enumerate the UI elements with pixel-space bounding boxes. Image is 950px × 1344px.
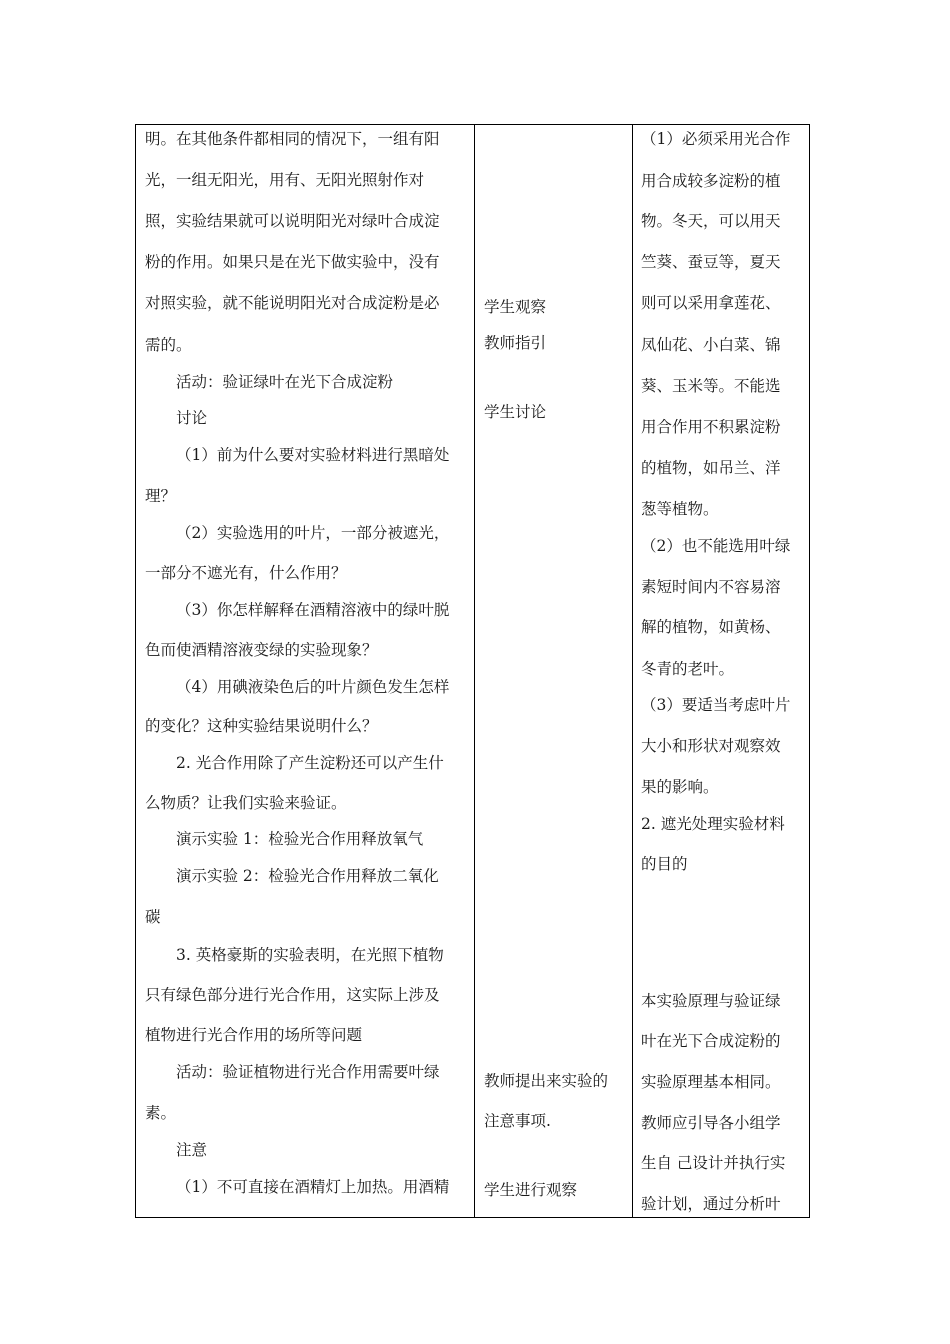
text-line: 对照实验，就不能说明阳光对合成淀粉是必 xyxy=(145,294,440,312)
text-line: 本实验原理与验证绿 xyxy=(641,992,781,1010)
text-line: 注意 xyxy=(176,1141,208,1159)
text-line: 的植物，如吊兰、洋 xyxy=(641,459,781,477)
text-line: 活动：验证植物进行光合作用需要叶绿 xyxy=(176,1063,440,1081)
text-line: 植物进行光合作用的场所等问题 xyxy=(145,1026,363,1044)
text-line: 素。 xyxy=(145,1104,177,1122)
text-line: 需的。 xyxy=(145,336,192,354)
text-line: 2. 遮光处理实验材料 xyxy=(641,815,785,833)
text-line: 演示实验 2：检验光合作用释放二氧化 xyxy=(176,867,439,885)
text-line: 竺葵、蚕豆等，夏天 xyxy=(641,253,781,271)
text-line: 解的植物，如黄杨、 xyxy=(641,618,781,636)
text-line: 冬青的老叶。 xyxy=(641,660,735,678)
text-line: （3）要适当考虑叶片 xyxy=(641,696,791,714)
text-line: （2）也不能选用叶绿 xyxy=(641,537,791,555)
text-line: 演示实验 1：检验光合作用释放氧气 xyxy=(176,830,424,848)
text-line: （1）不可直接在酒精灯上加热。用酒精 xyxy=(176,1178,450,1196)
text-line: 凤仙花、小白菜、锦 xyxy=(641,336,781,354)
text-line: 碳 xyxy=(145,908,161,926)
text-line: 葱等植物。 xyxy=(641,500,719,518)
text-line: 大小和形状对观察效 xyxy=(641,737,781,755)
text-line: 生自 己设计并执行实 xyxy=(641,1154,786,1172)
text-line: 物。冬天，可以用天 xyxy=(641,212,781,230)
text-line: 照，实验结果就可以说明阳光对绿叶合成淀 xyxy=(145,212,440,230)
text-line: 素短时间内不容易溶 xyxy=(641,578,781,596)
text-line: 验计划，通过分析叶 xyxy=(641,1195,781,1213)
text-line: （1）必须采用光合作 xyxy=(641,130,791,148)
text-line: 活动：验证绿叶在光下合成淀粉 xyxy=(176,373,394,391)
text-line: 注意事项. xyxy=(484,1112,551,1130)
text-line: 2. 光合作用除了产生淀粉还可以产生什 xyxy=(176,754,444,772)
text-line: 用合成较多淀粉的植 xyxy=(641,172,781,190)
text-line: 光，一组无阳光，用有、无阳光照射作对 xyxy=(145,171,425,189)
text-line: 讨论 xyxy=(176,409,208,427)
text-line: 粉的作用。如果只是在光下做实验中，没有 xyxy=(145,253,440,271)
text-line: 明。在其他条件都相同的情况下，一组有阳 xyxy=(145,130,440,148)
text-line: 教师应引导各小组学 xyxy=(641,1114,781,1132)
text-line: 用合作用不积累淀粉 xyxy=(641,418,781,436)
text-line: 理？ xyxy=(145,487,177,505)
text-line: 果的影响。 xyxy=(641,778,719,796)
text-line: （3）你怎样解释在酒精溶液中的绿叶脱 xyxy=(176,601,450,619)
text-line: （1）前为什么要对实验材料进行黑暗处 xyxy=(176,446,450,464)
text-line: 只有绿色部分进行光合作用，这实际上涉及 xyxy=(145,986,440,1004)
text-line: 的目的 xyxy=(641,855,688,873)
text-line: 学生讨论 xyxy=(484,403,547,421)
text-line: 学生观察 xyxy=(484,298,547,316)
text-line: 色而使酒精溶液变绿的实验现象？ xyxy=(145,641,378,659)
text-line: 教师指引 xyxy=(484,334,547,352)
lesson-table xyxy=(135,124,810,1218)
text-line: 教师提出来实验的 xyxy=(484,1072,609,1090)
text-line: 么物质？让我们实验来验证。 xyxy=(145,794,347,812)
text-line: 实验原理基本相同。 xyxy=(641,1073,781,1091)
text-line: 一部分不遮光有，什么作用？ xyxy=(145,564,347,582)
text-line: 3. 英格豪斯的实验表明，在光照下植物 xyxy=(176,946,444,964)
text-line: 学生进行观察 xyxy=(484,1181,578,1199)
text-line: （2）实验选用的叶片，一部分被遮光， xyxy=(176,524,450,542)
activity-column xyxy=(475,125,632,1217)
text-line: 葵、玉米等。不能选 xyxy=(641,377,781,395)
text-line: （4）用碘液染色后的叶片颜色发生怎样 xyxy=(176,678,450,696)
notes-column xyxy=(633,125,809,1217)
text-line: 叶在光下合成淀粉的 xyxy=(641,1032,781,1050)
text-line: 则可以采用拿莲花、 xyxy=(641,294,781,312)
text-line: 的变化？这种实验结果说明什么？ xyxy=(145,717,378,735)
content-column xyxy=(136,125,474,1217)
